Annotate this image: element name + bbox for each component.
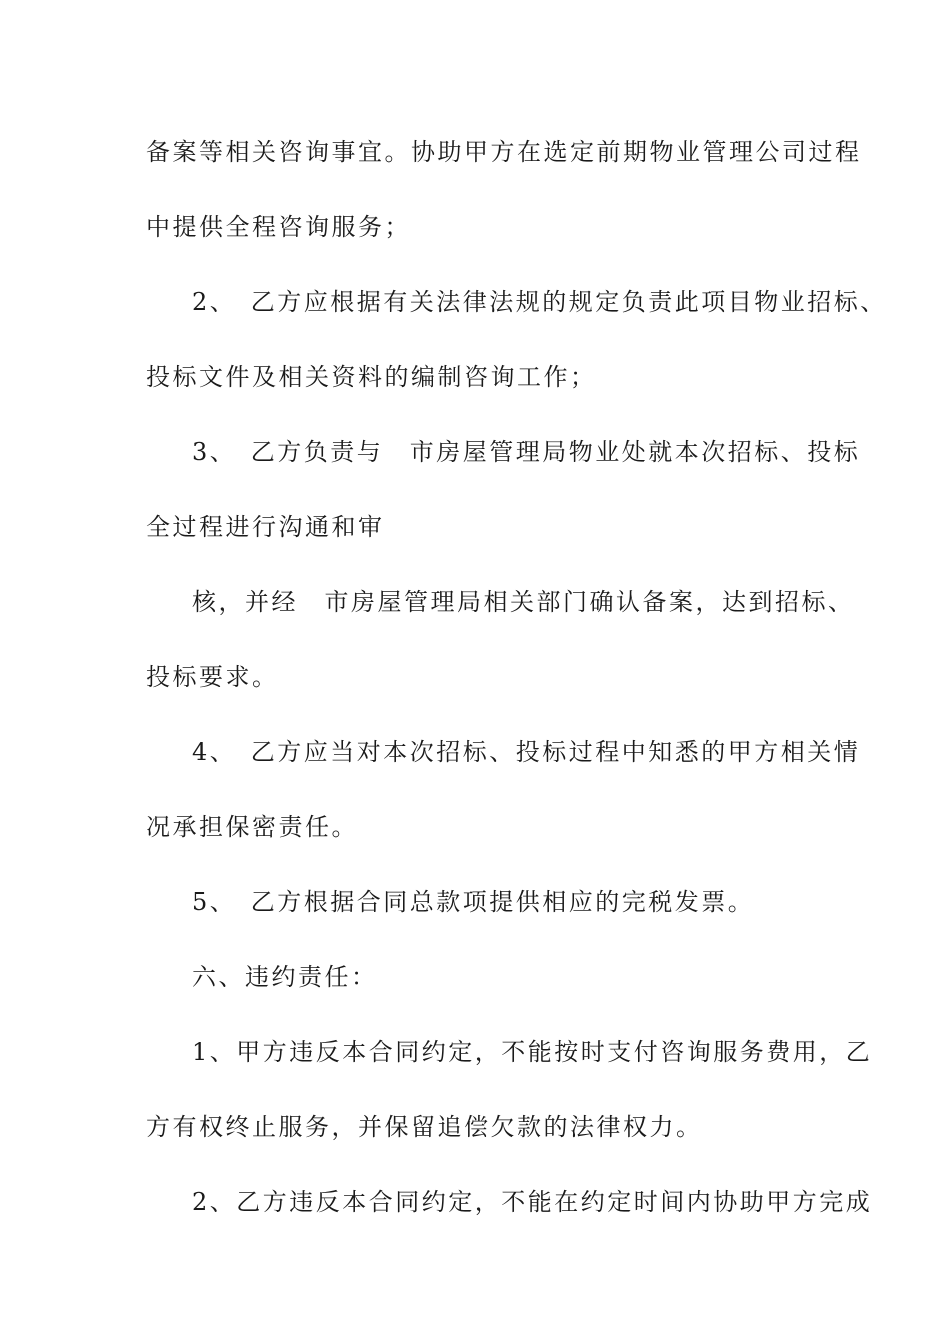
- list-item-2-line: 2、 乙方应根据有关法律法规的规定负责此项目物业招标、: [192, 288, 887, 316]
- section-heading: 六、违约责任：: [192, 963, 378, 991]
- list-item-5-line: 5、 乙方根据合同总款项提供相应的完税发票。: [192, 888, 755, 916]
- paragraph-line: 投标文件及相关资料的编制咨询工作；: [146, 363, 597, 391]
- clause-1-line: 1、甲方违反本合同约定，不能按时支付咨询服务费用，乙: [192, 1038, 873, 1066]
- list-item-4-line: 4、 乙方应当对本次招标、投标过程中知悉的甲方相关情: [192, 738, 861, 766]
- paragraph-line: 况承担保密责任。: [146, 813, 358, 841]
- paragraph-line: 全过程进行沟通和审: [146, 513, 385, 541]
- list-item-3-line: 3、 乙方负责与 市房屋管理局物业处就本次招标、投标: [192, 438, 861, 466]
- paragraph-line: 投标要求。: [146, 663, 279, 691]
- clause-2-line: 2、乙方违反本合同约定，不能在约定时间内协助甲方完成: [192, 1188, 873, 1216]
- paragraph-line: 备案等相关咨询事宜。协助甲方在选定前期物业管理公司过程: [146, 138, 862, 166]
- paragraph-line: 核，并经 市房屋管理局相关部门确认备案，达到招标、: [192, 588, 855, 616]
- paragraph-line: 中提供全程咨询服务；: [146, 213, 411, 241]
- paragraph-line: 方有权终止服务，并保留追偿欠款的法律权力。: [146, 1113, 703, 1141]
